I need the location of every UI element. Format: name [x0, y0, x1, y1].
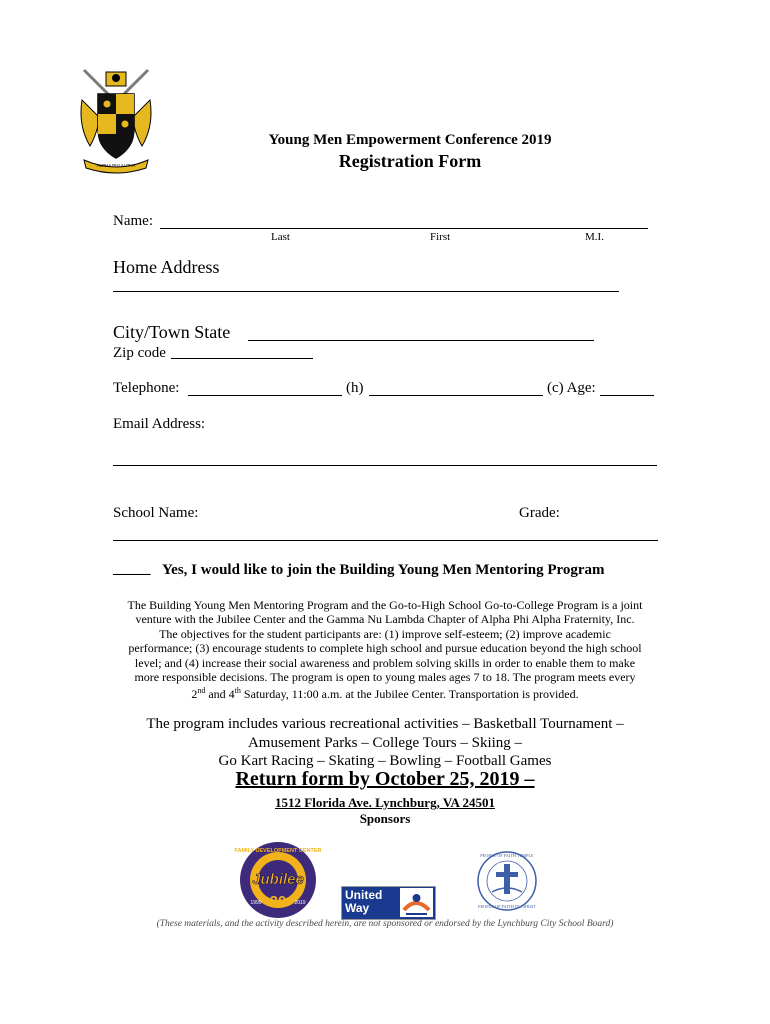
jubilee-year-right: 2019	[294, 900, 306, 906]
line-text: Saturday, 11:00 a.m. at the Jubilee Center. Transportation is provided.	[240, 687, 579, 702]
name-last-sublabel: Last	[271, 231, 290, 243]
school-board-disclaimer: (These materials, and the activity described herein, are not sponsored or endorsed by the Lynchburg City School Board)	[156, 919, 614, 929]
activities-line: The program includes various recreational activities – Basketball Tournament –	[146, 716, 624, 732]
activities-list	[95, 715, 675, 771]
jubilee-number: 20	[269, 893, 287, 910]
line-text: 2	[191, 687, 198, 702]
school-name-label: School Name:	[113, 505, 199, 521]
mentoring-join-text: Yes, I would like to join the Building Young Men Mentoring Program	[162, 562, 605, 578]
cell-phone-field[interactable]	[369, 395, 543, 396]
line-text: and 4	[205, 687, 235, 702]
church-sponsor-logo	[470, 850, 544, 912]
program-description-line: The objectives for the student participants are: (1) improve self-esteem; (2) improve academic	[159, 626, 611, 641]
home-address-field[interactable]	[113, 291, 619, 292]
program-description-line: venture with the Jubilee Center and the Gamma Nu Lambda Chapter of Alpha Phi Alpha Fraternity, Inc.	[135, 612, 635, 627]
ordinal-suffix: nd	[197, 686, 206, 696]
city-state-field[interactable]	[248, 340, 594, 341]
united-way-line-1: United	[345, 888, 383, 902]
cell-phone-age-marker: (c) Age:	[547, 380, 596, 396]
church-ring-bottom-text: PEOPLE OF FAITH IN CHRIST	[478, 904, 536, 909]
email-field[interactable]	[113, 465, 657, 466]
mentoring-checkbox-blank[interactable]: _____	[113, 561, 151, 577]
program-description-line: performance; (3) encourage students to complete high school and pursue education beyond the high school	[128, 641, 642, 656]
return-address: 1512 Florida Ave. Lynchburg, VA 24501	[275, 795, 495, 810]
program-description-line	[95, 684, 675, 701]
fraternity-crest-logo	[76, 66, 156, 174]
name-field[interactable]	[160, 228, 648, 229]
united-way-hand-icon	[400, 888, 433, 917]
zip-code-label: Zip code	[113, 345, 166, 361]
age-field[interactable]	[600, 395, 654, 396]
program-description-line: The Building Young Men Mentoring Program and the Go-to-High School Go-to-College Program is a joint	[127, 598, 643, 612]
activities-line: Amusement Parks – College Tours – Skiing –	[247, 734, 523, 751]
telephone-label: Telephone:	[113, 380, 180, 396]
jubilee-ring-text: FAMILY DEVELOPMENT CENTER	[234, 848, 322, 854]
program-description	[95, 598, 675, 702]
name-mi-sublabel: M.I.	[585, 231, 604, 243]
ordinal-suffix: th	[234, 686, 241, 696]
conference-title: Young Men Empowerment Conference 2019	[268, 132, 552, 148]
form-title: Registration Form	[338, 151, 482, 171]
program-description-line: more responsible decisions. The program is open to young males ages 7 to 18. The program meets every	[134, 670, 636, 685]
return-deadline: Return form by October 25, 2019 –	[235, 768, 535, 790]
school-grade-rule[interactable]	[113, 540, 658, 541]
jubilee-word: Jubilee	[252, 871, 304, 888]
name-first-sublabel: First	[430, 231, 451, 243]
church-ring-top-text: PEOPLE OF FAITH TEMPLE	[480, 853, 534, 858]
home-phone-marker: (h)	[346, 380, 364, 396]
program-description-line: level; and (4) increase their social awareness and problem solving skills in order to enable them to make	[134, 655, 636, 670]
jubilee-year-left: 1999	[250, 900, 262, 906]
united-way-line-2: Way	[345, 901, 370, 915]
email-label: Email Address:	[113, 416, 206, 432]
home-phone-field[interactable]	[188, 395, 342, 396]
jubilee-sponsor-logo	[230, 838, 326, 920]
united-way-text-block	[345, 889, 397, 915]
city-state-label: City/Town State	[113, 322, 231, 342]
grade-label: Grade:	[519, 505, 560, 521]
zip-code-field[interactable]	[171, 358, 313, 359]
crest-ribbon-text: ALPHA PHI ALPHA	[96, 163, 136, 168]
activities-line: Go Kart Racing – Skating – Bowling – Football Games	[218, 753, 552, 769]
home-address-label: Home Address	[113, 257, 220, 277]
name-label: Name:	[113, 213, 153, 229]
united-way-sponsor-logo	[341, 886, 436, 920]
sponsors-label: Sponsors	[359, 811, 411, 826]
